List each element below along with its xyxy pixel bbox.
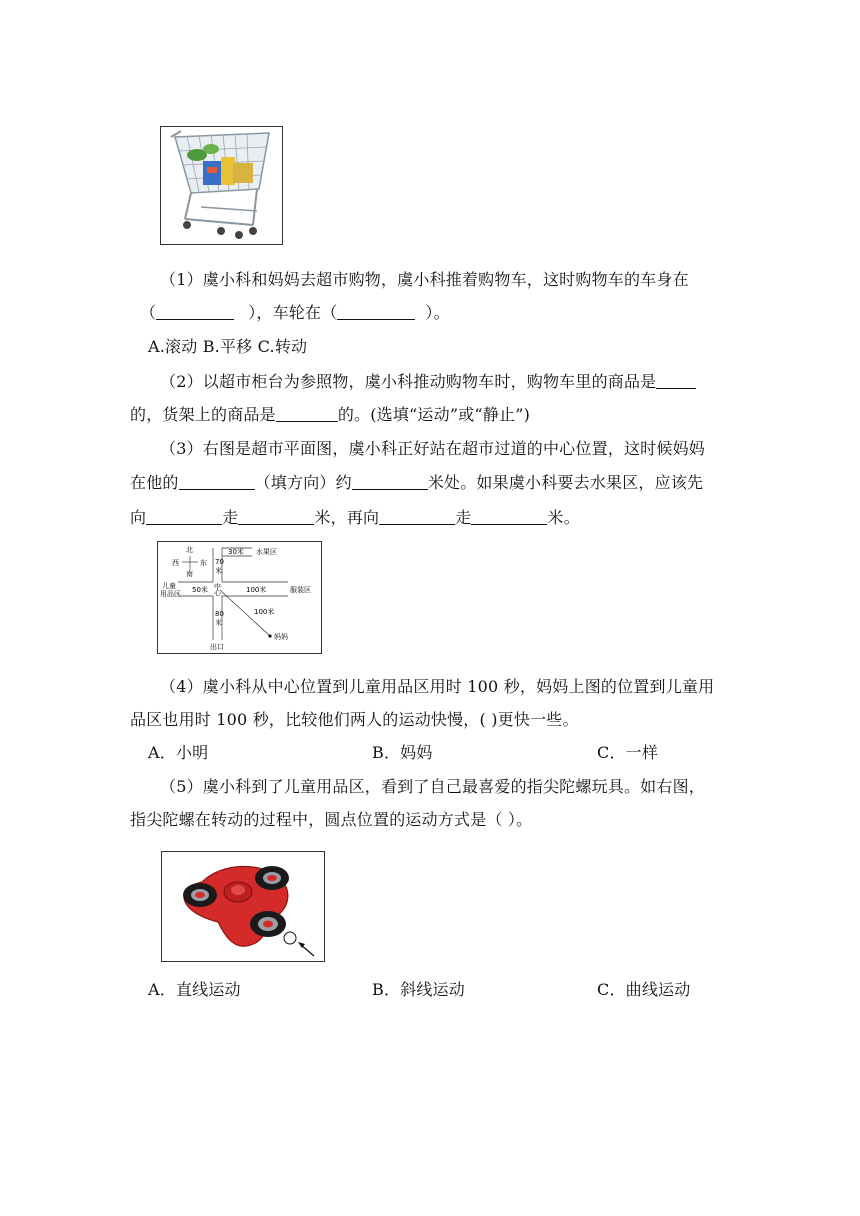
q1-line2: （ ），车轮在（ ）。 [140, 303, 450, 322]
map-exit: 出口 [210, 643, 224, 651]
supermarket-map [157, 541, 322, 654]
q5-line1: （5）虞小科到了儿童用品区，看到了自己最喜爱的指尖陀螺玩具。如右图， [160, 777, 705, 796]
q4-line2: 品区也用时 100 秒，比较他们两人的运动快慢，( )更快一些。 [130, 710, 579, 729]
q2-blank-cart-goods[interactable] [656, 372, 696, 389]
q2-line1: （2）以超市柜台为参照物，虞小科推动购物车时，购物车里的商品是 [160, 371, 696, 393]
q5-option-c[interactable]: C．曲线运动 [597, 980, 691, 999]
q5-line2: 指尖陀螺在转动的过程中，圆点位置的运动方式是（ ）。 [130, 810, 533, 829]
q4-option-a[interactable]: A．小明 [148, 743, 209, 762]
q2-blank-shelf-goods[interactable] [276, 405, 338, 422]
q2-line2: 的，货架上的商品是 的。(选填“运动”或“静止”) [130, 405, 531, 424]
map-diagonal-distance: 100米 [254, 608, 275, 616]
q1-blank-body[interactable] [156, 303, 234, 320]
map-north-distance: 70 米 [215, 558, 224, 575]
q5-option-a[interactable]: A．直线运动 [148, 980, 241, 999]
map-east-distance: 100米 [246, 586, 267, 594]
fidget-spinner-image [161, 851, 325, 962]
q3-blank-dir2[interactable] [379, 508, 455, 525]
map-fruit-distance: 30米 [228, 548, 244, 556]
q3-blank-dir1[interactable] [146, 508, 222, 525]
q3-blank-dist1[interactable] [238, 508, 314, 525]
q1-line1: （1）虞小科和妈妈去超市购物，虞小科推着购物车，这时购物车的车身在 [160, 270, 689, 289]
compass-west: 西 [172, 559, 179, 567]
q3-blank-direction[interactable] [179, 473, 255, 490]
q4-option-b[interactable]: B．妈妈 [372, 743, 433, 762]
q3-line3: 向 走 米，再向 走 米。 [130, 508, 580, 527]
compass-north: 北 [186, 546, 193, 554]
q3-line2: 在他的 （填方向）约 米处。如果虞小科要去水果区，应该先 [130, 473, 704, 492]
q1-options: A.滚动 B.平移 C.转动 [148, 337, 308, 356]
q3-line1: （3）右图是超市平面图，虞小科正好站在超市过道的中心位置，这时候妈妈 [160, 439, 705, 458]
q3-blank-distance[interactable] [352, 473, 428, 490]
shopping-cart-image [160, 126, 283, 245]
compass-south: 南 [186, 570, 193, 578]
map-clothes-area: 服装区 [290, 586, 311, 594]
shopping-cart-icon [161, 127, 282, 244]
q1-blank-wheel[interactable] [337, 303, 415, 320]
map-kids-area: 儿童用品区 [160, 582, 181, 598]
compass-east: 东 [200, 559, 207, 567]
map-west-distance: 50米 [192, 586, 208, 594]
spinner-dot [284, 932, 296, 944]
q3-blank-dist2[interactable] [471, 508, 547, 525]
map-south-distance: 80 米 [215, 610, 224, 627]
mom-dot [268, 634, 271, 637]
q4-option-c[interactable]: C．一样 [597, 743, 659, 762]
map-center: 中心 [214, 583, 221, 597]
q5-option-b[interactable]: B．斜线运动 [372, 980, 465, 999]
fidget-spinner-icon [162, 852, 324, 961]
map-fruit-area: 水果区 [256, 548, 277, 556]
map-mom-label: 妈妈 [274, 633, 288, 641]
q4-line1: （4）虞小科从中心位置到儿童用品区用时 100 秒，妈妈上图的位置到儿童用 [160, 677, 715, 696]
